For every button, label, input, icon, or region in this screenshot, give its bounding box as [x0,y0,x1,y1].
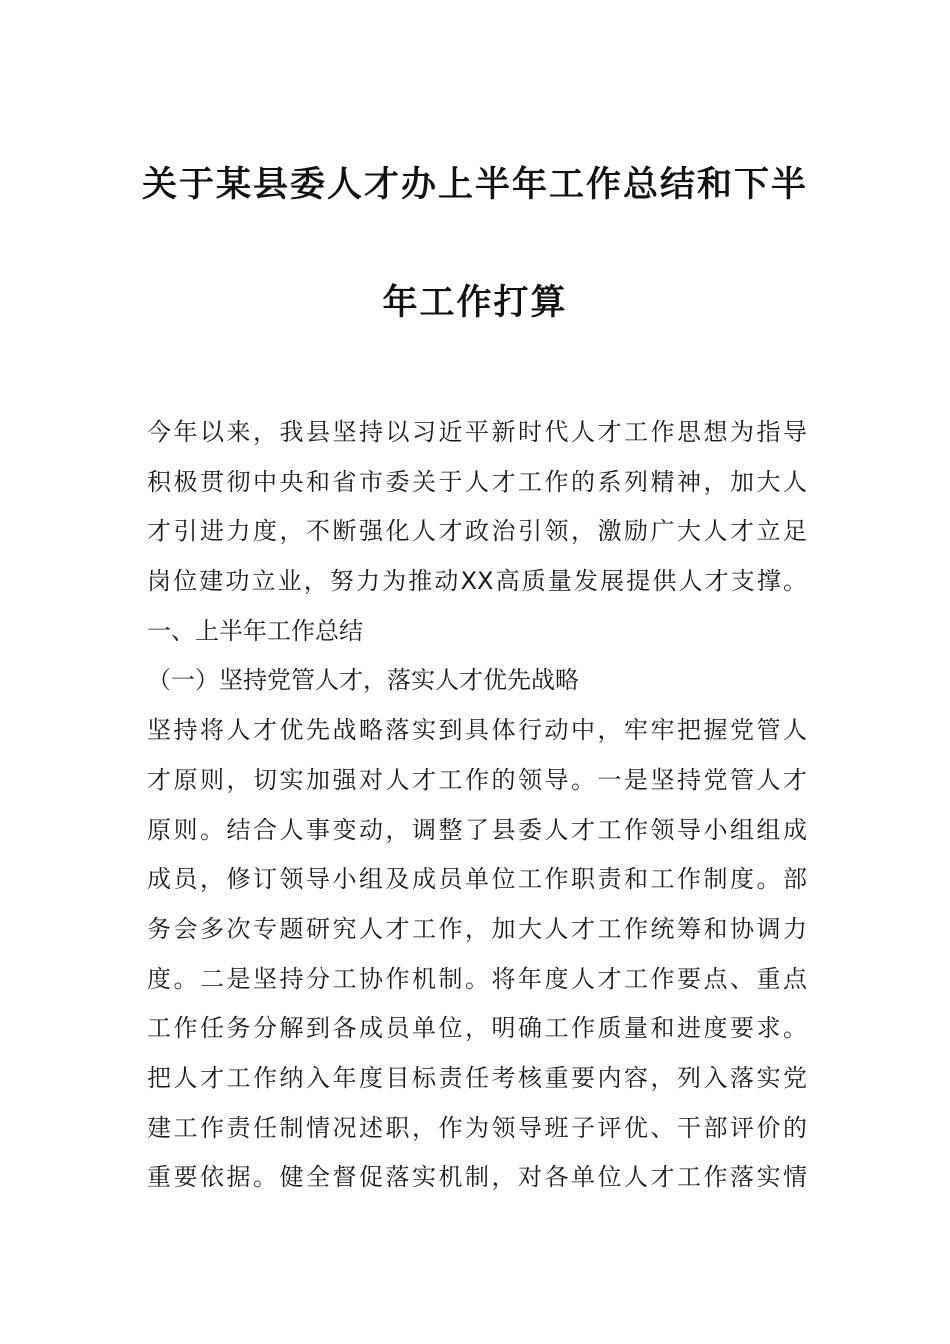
body-line: 坚持将人才优先战略落实到具体行动中，牢牢把握党管人 [147,716,807,745]
body-line: 成员，修订领导小组及成员单位工作职责和工作制度。部 [147,865,807,894]
document-body [147,408,807,1203]
section-heading: 一、上半年工作总结 [147,616,363,645]
body-line: 原则。结合人事变动，调整了县委人才工作领导小组组成 [147,815,807,844]
body-line: 务会多次专题研究人才工作，加大人才工作统筹和协调力 [147,914,807,943]
body-line: 才引进力度，不断强化人才政治引领，激励广大人才立足 [147,517,807,546]
body-line: 才原则，切实加强对人才工作的领导。一是坚持党管人才 [147,765,807,794]
body-line: 建工作责任制情况述职，作为领导班子评优、干部评价的 [147,1113,807,1142]
body-line: 积极贯彻中央和省市委关于人才工作的系列精神，加大人 [147,467,807,496]
subsection-heading: （一）坚持党管人才，落实人才优先战略 [147,666,579,695]
body-line: 岗位建功立业，努力为推动XX高质量发展提供人才支撑。 [147,567,807,596]
body-line: 度。二是坚持分工协作机制。将年度人才工作要点、重点 [147,964,807,993]
body-line: 工作任务分解到各成员单位，明确工作质量和进度要求。 [147,1014,807,1043]
document-title-line-2: 年工作打算 [382,282,568,323]
body-line: 重要依据。健全督促落实机制，对各单位人才工作落实情 [147,1163,807,1192]
body-line: 今年以来，我县坚持以习近平新时代人才工作思想为指导 [147,418,807,446]
body-line: 把人才工作纳入年度目标责任考核重要内容，列入落实党 [147,1063,807,1092]
document-title-line-1: 关于某县委人才办上半年工作总结和下半 [141,164,808,205]
